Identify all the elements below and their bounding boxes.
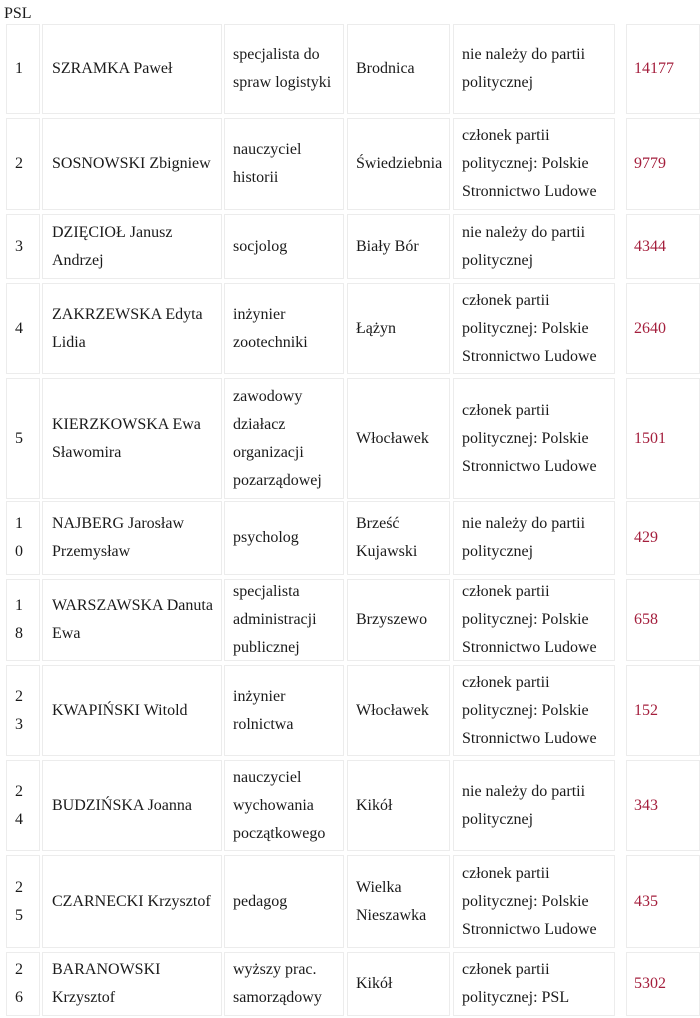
candidate-votes: 14177 <box>634 60 674 77</box>
candidate-town-cell <box>356 283 448 374</box>
candidate-profession: wyższy prac. samorządowy <box>233 961 322 1006</box>
candidate-votes-cell <box>634 501 700 575</box>
table-row <box>0 665 700 756</box>
candidate-votes-cell <box>634 579 700 661</box>
candidate-votes-cell <box>634 855 700 948</box>
candidate-number-cell-border <box>6 378 40 499</box>
candidate-affiliation-cell <box>462 283 622 374</box>
candidate-number-cell-border <box>6 501 40 575</box>
candidate-town-cell <box>356 501 448 575</box>
candidate-name: SOSNOWSKI Zbigniew <box>52 155 211 172</box>
candidate-votes-cell <box>634 24 700 114</box>
candidate-name: NAJBERG Jarosław Przemysław <box>52 515 184 560</box>
candidate-votes-cell <box>634 118 700 210</box>
candidate-profession-cell <box>233 501 343 575</box>
candidate-votes: 658 <box>634 611 658 628</box>
candidate-profession: psycholog <box>233 529 299 546</box>
candidate-affiliation: członek partii politycznej: PSL <box>462 961 570 1006</box>
candidate-votes: 2640 <box>634 319 666 337</box>
table-row <box>0 24 700 114</box>
candidate-votes: 152 <box>634 701 658 719</box>
candidate-number-cell-border <box>6 214 40 279</box>
candidate-profession: nauczyciel wychowania początkowego <box>233 768 326 842</box>
candidate-town: Włocławek <box>356 429 429 447</box>
candidate-town-cell <box>356 760 448 851</box>
candidate-number: 2 <box>15 155 23 172</box>
candidate-number: 26 <box>15 961 23 1006</box>
candidate-votes-cell <box>634 760 700 851</box>
candidate-name: SZRAMKA Paweł <box>52 60 173 77</box>
candidate-affiliation: nie należy do partii politycznej <box>462 515 586 560</box>
candidate-town: Biały Bór <box>356 237 419 255</box>
candidate-town: Włocławek <box>356 701 429 719</box>
candidate-number-cell <box>15 24 21 114</box>
candidate-affiliation-cell <box>462 579 622 661</box>
table-row <box>0 501 700 575</box>
candidate-affiliation-cell <box>462 952 622 1016</box>
candidate-affiliation: członek partii politycznej: Polskie Stronnictwo Ludowe <box>462 127 597 200</box>
candidate-town-cell <box>356 378 448 499</box>
candidate-number: 3 <box>15 237 23 255</box>
candidate-profession-cell <box>233 579 343 661</box>
candidate-name-cell <box>52 118 220 210</box>
candidate-name: KIERZKOWSKA Ewa Sławomira <box>52 415 201 461</box>
candidate-name-cell <box>52 665 220 756</box>
candidate-votes-cell <box>634 952 700 1016</box>
table-row <box>0 378 700 499</box>
candidate-number-cell <box>15 855 21 948</box>
candidate-profession: zawodowy działacz organizacji pozarządowej <box>233 387 322 489</box>
candidate-votes: 9779 <box>634 155 666 172</box>
candidate-name-cell <box>52 855 220 948</box>
table-row <box>0 283 700 374</box>
candidate-number: 4 <box>15 319 23 337</box>
candidate-affiliation-cell <box>462 760 622 851</box>
candidate-profession: pedagog <box>233 892 288 910</box>
candidate-town-cell <box>356 665 448 756</box>
candidate-affiliation: członek partii politycznej: Polskie Stronnictwo Ludowe <box>462 864 597 938</box>
candidate-name-cell <box>52 501 220 575</box>
candidate-town: Kikół <box>356 796 393 814</box>
candidate-affiliation-cell <box>462 24 622 114</box>
candidate-number-cell <box>15 118 21 210</box>
candidate-number: 1 <box>15 60 23 77</box>
candidate-town-cell <box>356 855 448 948</box>
candidate-name-cell <box>52 24 220 114</box>
candidate-votes: 343 <box>634 796 658 814</box>
candidate-affiliation-cell <box>462 378 622 499</box>
candidate-profession-cell <box>233 378 343 499</box>
candidate-votes: 5302 <box>634 975 666 992</box>
candidate-votes: 429 <box>634 529 658 546</box>
candidate-name-cell <box>52 579 220 661</box>
candidate-name-cell <box>52 214 220 279</box>
table-row <box>0 760 700 851</box>
candidate-affiliation: nie należy do partii politycznej <box>462 223 586 269</box>
candidate-profession: specjalista administracji publicznej <box>233 583 317 656</box>
candidate-affiliation-cell <box>462 501 622 575</box>
candidate-name: DZIĘCIOŁ Janusz Andrzej <box>52 223 173 269</box>
candidate-profession: nauczyciel historii <box>233 141 302 186</box>
candidate-number-cell <box>15 579 21 661</box>
candidate-name: CZARNECKI Krzysztof <box>52 892 211 910</box>
candidate-number: 10 <box>15 515 23 560</box>
candidate-name: BARANOWSKI Krzysztof <box>52 961 161 1006</box>
candidate-name: KWAPIŃSKI Witold <box>52 701 188 719</box>
candidate-number: 5 <box>15 429 23 447</box>
candidate-votes-cell <box>634 283 700 374</box>
candidate-town: Kikół <box>356 975 393 992</box>
table-row <box>0 855 700 948</box>
candidate-affiliation: nie należy do partii politycznej <box>462 782 586 828</box>
candidate-town: Brześć Kujawski <box>356 515 418 560</box>
candidate-town: Świedziebnia <box>356 155 443 172</box>
candidate-number-cell-border <box>6 24 40 114</box>
candidate-number-cell <box>15 501 21 575</box>
candidate-number: 23 <box>15 687 23 733</box>
candidate-votes: 1501 <box>634 429 666 447</box>
candidate-town: Brzyszewo <box>356 611 428 628</box>
candidate-affiliation-cell <box>462 665 622 756</box>
table-row <box>0 952 700 1016</box>
candidate-town-cell <box>356 579 448 661</box>
candidate-name-cell <box>52 952 220 1016</box>
candidate-affiliation-cell <box>462 855 622 948</box>
candidate-number-cell <box>15 214 21 279</box>
candidate-number-cell-border <box>6 283 40 374</box>
candidate-votes-cell <box>634 214 700 279</box>
candidate-profession-cell <box>233 283 343 374</box>
candidate-number-cell-border <box>6 760 40 851</box>
candidate-affiliation: członek partii politycznej: Polskie Stronnictwo Ludowe <box>462 673 597 747</box>
table-row <box>0 118 700 210</box>
candidate-number: 24 <box>15 782 23 828</box>
candidate-affiliation-cell <box>462 118 622 210</box>
candidate-votes-cell <box>634 665 700 756</box>
candidate-number-cell-border <box>6 579 40 661</box>
candidate-affiliation: członek partii politycznej: Polskie Stronnictwo Ludowe <box>462 291 597 365</box>
candidate-profession-cell <box>233 855 343 948</box>
candidate-number-cell-border <box>6 118 40 210</box>
candidate-affiliation: nie należy do partii politycznej <box>462 46 586 91</box>
candidate-name: ZAKRZEWSKA Edyta Lidia <box>52 305 203 351</box>
candidate-profession-cell <box>233 665 343 756</box>
candidate-votes: 435 <box>634 892 658 910</box>
candidate-name: BUDZIŃSKA Joanna <box>52 796 192 814</box>
table-row <box>0 214 700 279</box>
candidate-name-cell <box>52 283 220 374</box>
party-title: PSL <box>4 5 32 22</box>
candidate-number-cell <box>15 283 21 374</box>
candidate-name-cell <box>52 760 220 851</box>
candidate-town-cell <box>356 214 448 279</box>
candidate-number-cell <box>15 378 21 499</box>
candidate-affiliation-cell <box>462 214 622 279</box>
candidate-town: Brodnica <box>356 60 415 77</box>
candidate-town: Łążyn <box>356 319 396 337</box>
candidate-number-cell <box>15 665 21 756</box>
candidate-profession-cell <box>233 24 343 114</box>
candidate-affiliation: członek partii politycznej: Polskie Stronnictwo Ludowe <box>462 583 597 656</box>
candidate-number: 25 <box>15 878 23 924</box>
candidate-profession-cell <box>233 214 343 279</box>
candidate-votes-cell <box>634 378 700 499</box>
candidate-town: Wielka Nieszawka <box>356 878 427 924</box>
candidate-number-cell-border <box>6 665 40 756</box>
table-row <box>0 579 700 661</box>
candidate-profession: inżynier rolnictwa <box>233 687 294 733</box>
candidate-profession-cell <box>233 952 343 1016</box>
candidate-number-cell-border <box>6 855 40 948</box>
candidate-number-cell <box>15 760 21 851</box>
candidate-affiliation: członek partii politycznej: Polskie Stronnictwo Ludowe <box>462 401 597 475</box>
candidate-number-cell-border <box>6 952 40 1016</box>
candidate-town-cell <box>356 24 448 114</box>
candidate-votes: 4344 <box>634 237 666 255</box>
candidate-town-cell <box>356 118 448 210</box>
candidate-name-cell <box>52 378 220 499</box>
candidate-profession: inżynier zootechniki <box>233 305 308 351</box>
candidate-number: 18 <box>15 597 23 642</box>
candidate-profession: specjalista do spraw logistyki <box>233 46 332 91</box>
candidate-number-cell <box>15 952 21 1016</box>
candidate-profession-cell <box>233 760 343 851</box>
candidate-town-cell <box>356 952 448 1016</box>
candidate-name: WARSZAWSKA Danuta Ewa <box>52 597 213 642</box>
candidate-profession-cell <box>233 118 343 210</box>
candidate-profession: socjolog <box>233 237 288 255</box>
